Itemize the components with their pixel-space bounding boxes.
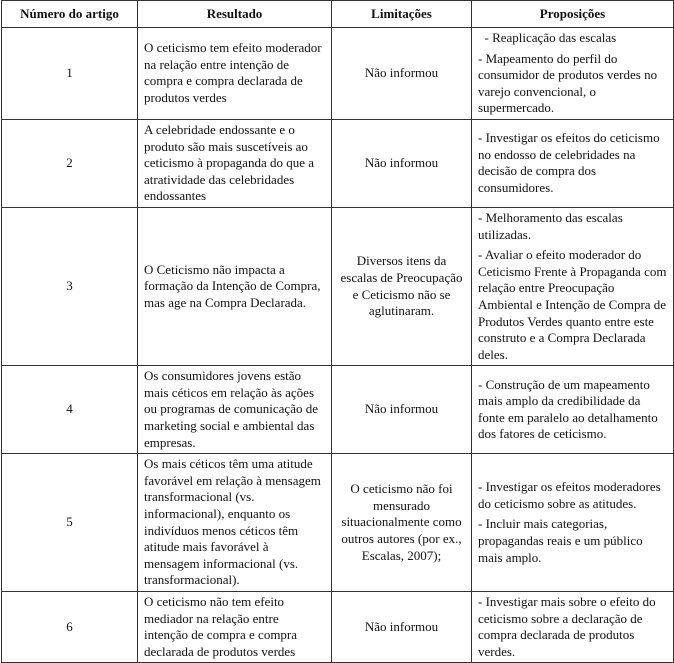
table-header-row — [2, 1, 674, 28]
cell-numero: 6 — [2, 592, 138, 663]
table-row — [2, 119, 674, 207]
cell-resultado: O ceticismo não tem efeito mediador na relação entre intenção de compra e compra declarada de produtos verdes — [138, 592, 332, 663]
cell-proposicoes — [472, 454, 674, 592]
table-row — [2, 366, 674, 454]
cell-limitacoes: O ceticismo não foi mensurado situacionalmente como outros autores (por ex., Escalas, 2007); — [332, 454, 472, 592]
cell-proposicoes — [472, 366, 674, 454]
cell-resultado: A celebridade endossante e o produto são mais suscetíveis ao ceticismo à propaganda do que a atratividade das celebridades endossantes — [138, 119, 332, 207]
cell-proposicoes — [472, 119, 674, 207]
cell-resultado: Os mais céticos têm uma atitude favorável em relação à mensagem transformacional (vs. informacional), enquanto os indivíduos menos céticos têm atitude mais favorável à mensagem informacional (vs. transformacional). — [138, 454, 332, 592]
cell-numero: 3 — [2, 207, 138, 365]
proposicao-item: - Construção de um mapeamento mais amplo da credibilidade da fonte em paralelo ao detalhamento dos fatores de ceticismo. — [478, 376, 662, 442]
header-numero: Número do artigo — [2, 1, 138, 28]
table-row — [2, 28, 674, 120]
cell-numero: 4 — [2, 366, 138, 454]
cell-limitacoes: Não informou — [332, 28, 472, 120]
cell-resultado: O ceticismo tem efeito moderador na relação entre intenção de compra e compra declarada de produtos verdes — [138, 28, 332, 120]
proposicao-item: - Avaliar o efeito moderador do Ceticismo Frente à Propaganda com relação entre Preocupação Ambiental e Intenção de Compra de Produtos Verdes quanto entre este construto e a Compra Declarada deles. — [478, 247, 670, 362]
cell-proposicoes — [472, 207, 674, 365]
table-row — [2, 454, 674, 592]
cell-resultado: O Ceticismo não impacta a formação da Intenção de Compra, mas age na Compra Declarada. — [138, 207, 332, 365]
cell-numero: 1 — [2, 28, 138, 120]
cell-proposicoes — [472, 28, 674, 120]
proposicao-item: - Melhoramento das escalas utilizadas. — [478, 209, 627, 242]
header-proposicoes: Proposições — [472, 1, 674, 28]
proposicao-item: - Reaplicação das escalas — [478, 30, 617, 45]
cell-limitacoes: Não informou — [332, 366, 472, 454]
table-row — [2, 207, 674, 365]
proposicao-item: - Mapeamento do perfil do consumidor de produtos verdes no varejo convencional, o supermercado. — [478, 50, 661, 116]
proposicao-item: - Investigar os efeitos moderadores do ceticismo sobre as atitudes. — [478, 479, 664, 511]
header-resultado: Resultado — [138, 1, 332, 28]
cell-resultado: Os consumidores jovens estão mais céticos em relação às ações ou programas de comunicação de marketing social e ambiental das empresas. — [138, 366, 332, 454]
cell-limitacoes: Não informou — [332, 119, 472, 207]
cell-proposicoes — [472, 592, 674, 663]
proposicao-item: - Incluir mais categorias, propagandas reais e um público mais amplo. — [478, 516, 646, 565]
results-table — [1, 0, 674, 663]
cell-numero: 2 — [2, 119, 138, 207]
header-limitacoes: Limitações — [332, 1, 472, 28]
cell-limitacoes: Não informou — [332, 592, 472, 663]
cell-numero: 5 — [2, 454, 138, 592]
proposicao-item: - Investigar os efeitos do ceticismo no endosso de celebridades na decisão de compra dos consumidores. — [478, 130, 663, 196]
cell-limitacoes: Diversos itens da escalas de Preocupação e Ceticismo não se aglutinaram. — [332, 207, 472, 365]
proposicao-item: - Investigar mais sobre o efeito do ceticismo sobre a declaração de compra declarada de produtos verdes. — [478, 594, 659, 659]
table-row — [2, 592, 674, 663]
